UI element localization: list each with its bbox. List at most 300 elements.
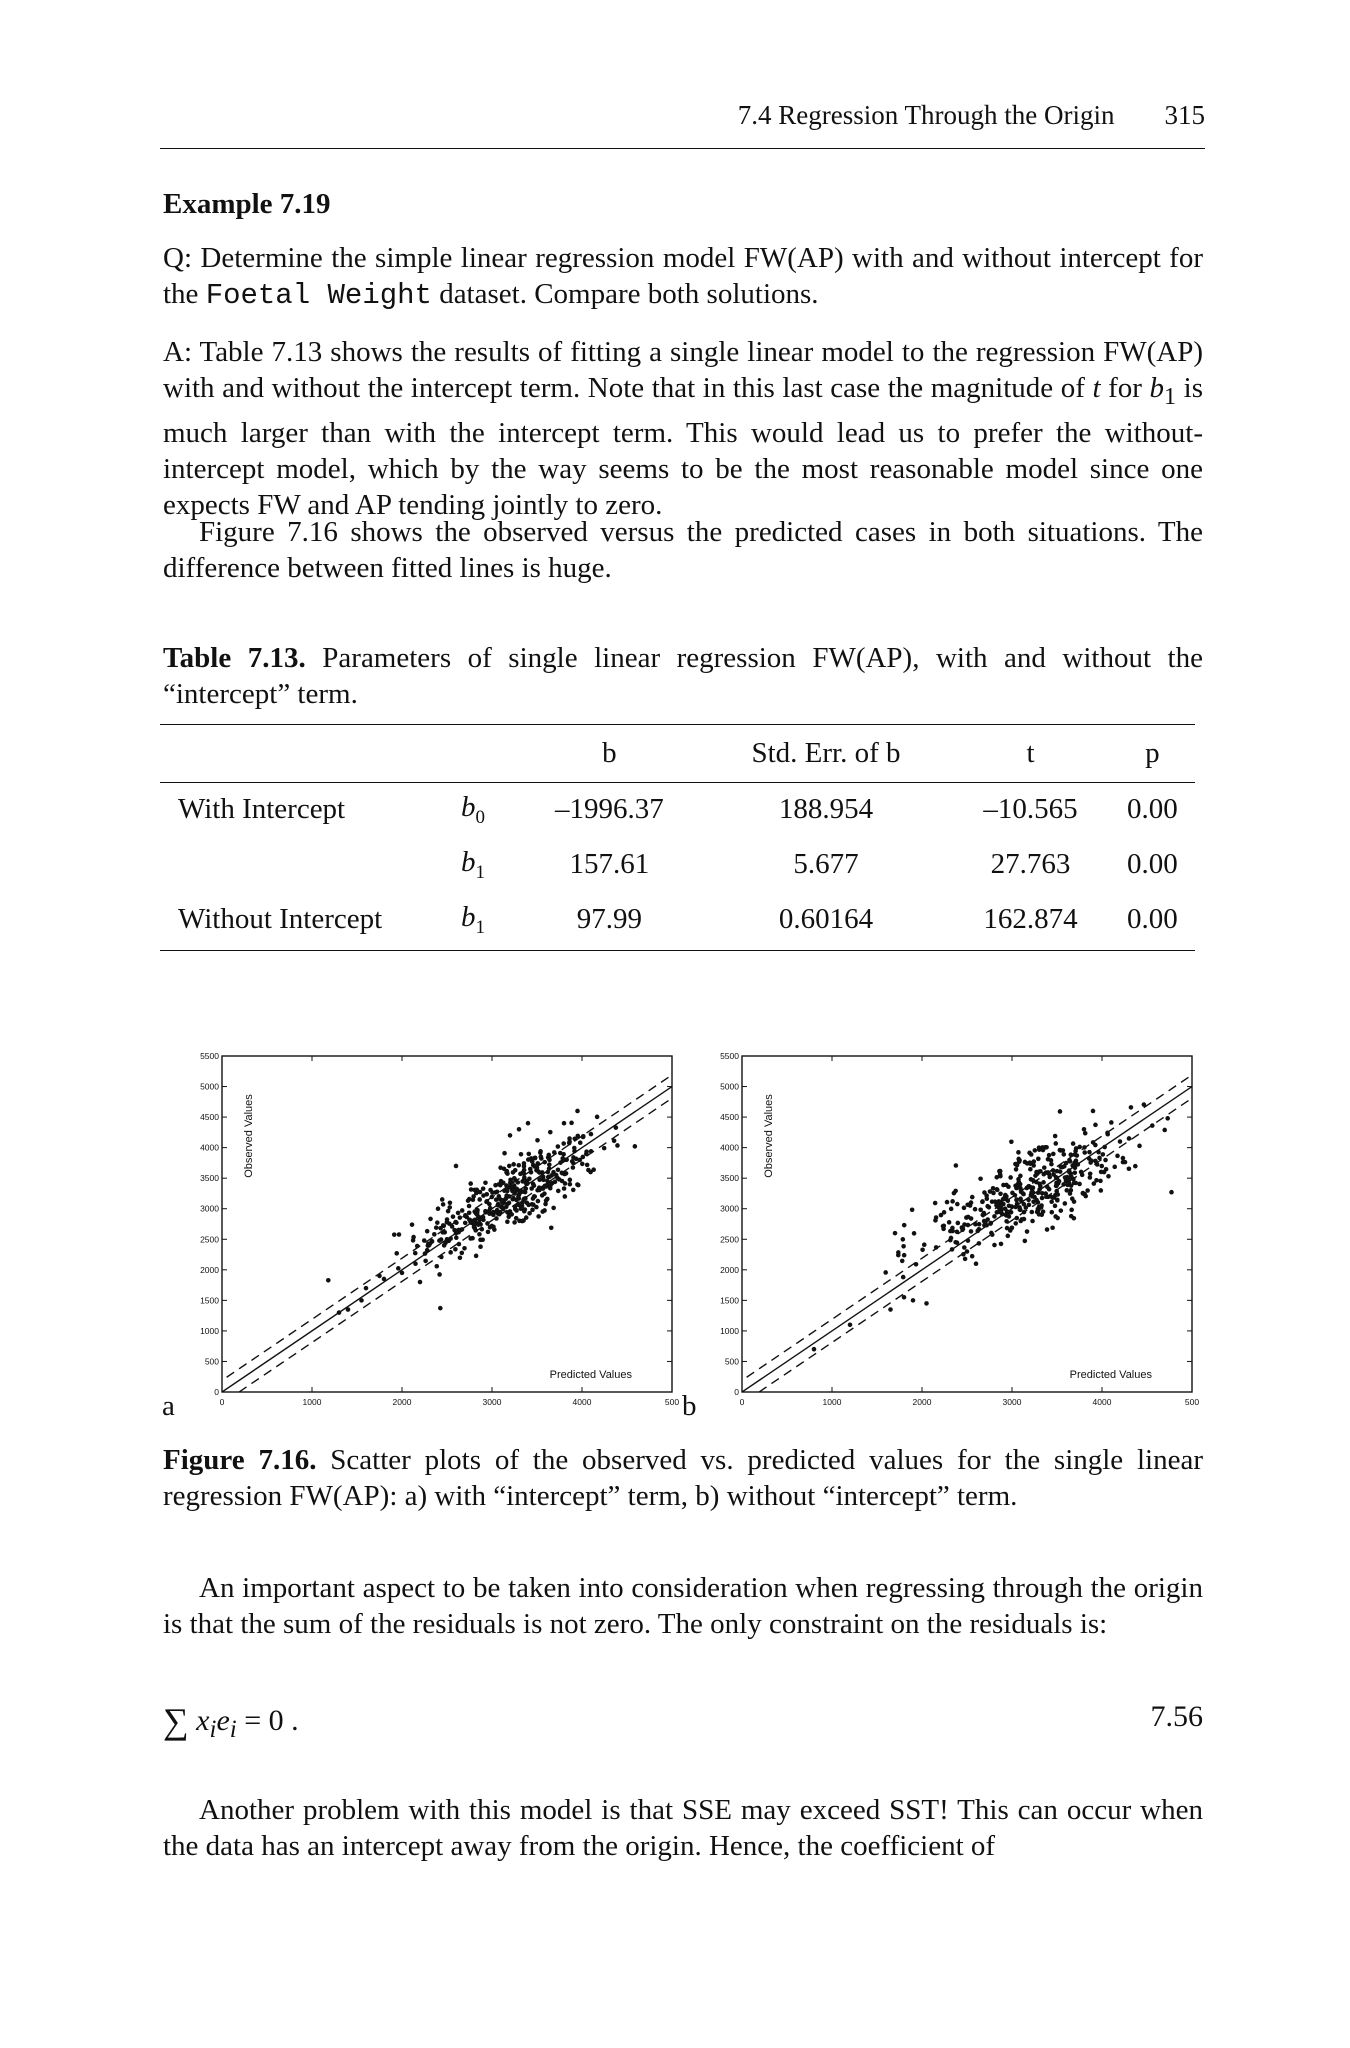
data-point (998, 1191, 1003, 1196)
data-point (1073, 1170, 1078, 1175)
data-point (1033, 1148, 1038, 1153)
data-point (1080, 1173, 1085, 1178)
data-point (528, 1167, 533, 1172)
x-tick-label: 2000 (392, 1397, 412, 1407)
data-point (546, 1175, 551, 1180)
data-point (539, 1154, 544, 1159)
data-point (542, 1208, 547, 1213)
data-point (397, 1232, 402, 1237)
data-point (510, 1189, 515, 1194)
data-point (382, 1277, 387, 1282)
data-point (902, 1295, 907, 1300)
data-point (975, 1229, 980, 1234)
data-point (441, 1230, 446, 1235)
data-point (1015, 1162, 1020, 1167)
data-point (970, 1195, 975, 1200)
data-point (1041, 1148, 1046, 1153)
data-point (1063, 1201, 1068, 1206)
data-point (977, 1241, 982, 1246)
data-point (1006, 1198, 1011, 1203)
data-point (1088, 1175, 1093, 1180)
data-point (1018, 1196, 1023, 1201)
data-point (484, 1192, 489, 1197)
data-point (584, 1152, 589, 1157)
data-point (560, 1156, 565, 1161)
data-point (1102, 1145, 1107, 1150)
data-point (1127, 1166, 1132, 1171)
y-tick-label: 3000 (200, 1203, 219, 1214)
data-point (1023, 1239, 1028, 1244)
data-point (1097, 1156, 1102, 1161)
row-t: –10.565 (983, 793, 1078, 825)
row-se: 0.60164 (778, 903, 874, 935)
eq-e: e (216, 1704, 230, 1737)
row-b: 157.61 (569, 848, 650, 880)
example-answer (163, 334, 1203, 523)
data-point (485, 1221, 490, 1226)
data-point (1018, 1174, 1023, 1179)
data-point (1073, 1181, 1078, 1186)
data-point (359, 1298, 364, 1303)
data-point (999, 1204, 1004, 1209)
data-point (439, 1255, 444, 1260)
data-point (956, 1221, 961, 1226)
data-point (448, 1250, 453, 1255)
y-tick-label: 500 (204, 1356, 219, 1367)
data-point (413, 1251, 418, 1256)
data-point (437, 1272, 442, 1277)
data-point (1016, 1182, 1021, 1187)
data-point (1030, 1210, 1035, 1215)
data-point (1036, 1208, 1041, 1213)
data-point (902, 1223, 907, 1228)
figure-caption-label: Figure 7.16. (163, 1444, 317, 1476)
data-point (914, 1262, 919, 1267)
data-point (538, 1149, 543, 1154)
x-tick-label: 2000 (912, 1397, 932, 1407)
data-point (1046, 1170, 1051, 1175)
data-point (536, 1169, 541, 1174)
data-point (954, 1163, 959, 1168)
data-point (950, 1247, 955, 1252)
answer-t-symbol: t (1092, 372, 1101, 404)
data-point (1082, 1127, 1087, 1132)
data-point (427, 1243, 432, 1248)
data-point (965, 1249, 970, 1254)
data-point (974, 1261, 979, 1266)
data-point (489, 1195, 494, 1200)
data-point (364, 1286, 369, 1291)
data-point (1070, 1196, 1075, 1201)
data-point (901, 1244, 906, 1249)
data-point (1008, 1175, 1013, 1180)
data-point (415, 1244, 420, 1249)
data-point (1037, 1212, 1042, 1217)
y-axis-label: Observed Values (243, 1094, 255, 1178)
data-point (326, 1278, 331, 1283)
data-point (1043, 1191, 1048, 1196)
data-point (567, 1140, 572, 1145)
data-point (1109, 1120, 1114, 1125)
data-point (522, 1196, 527, 1201)
figure-caption (163, 1442, 1203, 1514)
data-point (478, 1222, 483, 1227)
data-point (508, 1133, 513, 1138)
data-point (1022, 1210, 1027, 1215)
data-point (523, 1186, 528, 1191)
data-point (980, 1200, 985, 1205)
data-point (454, 1164, 459, 1169)
data-point (1013, 1221, 1018, 1226)
data-point (947, 1220, 952, 1225)
data-point (446, 1209, 451, 1214)
data-point (529, 1186, 534, 1191)
data-point (569, 1121, 574, 1126)
data-point (505, 1202, 510, 1207)
data-point (534, 1205, 539, 1210)
data-point (1099, 1188, 1104, 1193)
running-head (160, 100, 1205, 140)
data-point (561, 1152, 566, 1157)
data-point (1106, 1174, 1111, 1179)
data-point (447, 1221, 452, 1226)
data-point (1054, 1189, 1059, 1194)
row-se: 188.954 (778, 793, 874, 825)
y-tick-label: 1000 (720, 1325, 739, 1336)
data-point (985, 1204, 990, 1209)
data-point (481, 1186, 486, 1191)
x-tick-label: 3000 (1002, 1397, 1022, 1407)
data-point (961, 1226, 966, 1231)
y-tick-label: 4500 (720, 1112, 739, 1123)
data-point (1004, 1219, 1009, 1224)
data-point (1150, 1123, 1155, 1128)
data-point (1112, 1165, 1117, 1170)
scatter-panel-b (690, 1040, 1210, 1420)
y-tick-label: 3500 (200, 1173, 219, 1184)
x-tick-label: 3000 (482, 1397, 502, 1407)
header-cell (160, 724, 428, 782)
eq-x-sub: i (209, 1716, 217, 1743)
data-point (966, 1223, 971, 1228)
data-point (883, 1270, 888, 1275)
data-point (1037, 1145, 1042, 1150)
data-point (1049, 1210, 1054, 1215)
y-tick-label: 2500 (720, 1234, 739, 1245)
data-point (540, 1193, 545, 1198)
data-point (1085, 1188, 1090, 1193)
data-point (574, 1157, 579, 1162)
body-paragraph-1: An important aspect to be taken into consideration when regressing through the origin is that the sum of the residuals is not zero. The only constraint on the residuals is: (163, 1572, 1203, 1640)
x-tick-label: 1000 (822, 1397, 842, 1407)
data-point (346, 1307, 351, 1312)
data-point (1034, 1180, 1039, 1185)
data-point (911, 1298, 916, 1303)
data-point (560, 1179, 565, 1184)
data-point (456, 1211, 461, 1216)
data-point (448, 1200, 453, 1205)
data-point (1133, 1164, 1138, 1169)
data-point (578, 1140, 583, 1145)
data-point (1069, 1208, 1074, 1213)
data-point (477, 1232, 482, 1237)
data-point (1053, 1141, 1058, 1146)
data-point (487, 1209, 492, 1214)
data-point (1036, 1157, 1041, 1162)
panel-letter-a: a (162, 1390, 175, 1422)
header-t: t (1026, 736, 1035, 769)
data-point (547, 1162, 552, 1167)
data-point (589, 1149, 594, 1154)
data-point (540, 1175, 545, 1180)
x-axis-label: Predicted Values (1069, 1369, 1152, 1381)
y-tick-label: 4500 (200, 1112, 219, 1123)
data-point (1009, 1139, 1014, 1144)
data-point (1091, 1109, 1096, 1114)
data-point (1142, 1102, 1147, 1107)
data-point (435, 1220, 440, 1225)
data-point (1068, 1191, 1073, 1196)
data-point (1016, 1150, 1021, 1155)
data-point (425, 1229, 430, 1234)
data-point (995, 1187, 1000, 1192)
data-point (1041, 1180, 1046, 1185)
data-point (463, 1214, 468, 1219)
table-bottom-rule (160, 950, 1195, 951)
equation-number: 7.56 (1150, 1700, 1203, 1733)
data-point (997, 1209, 1002, 1214)
data-point (1049, 1199, 1054, 1204)
data-point (478, 1244, 483, 1249)
y-tick-label: 0 (214, 1387, 219, 1397)
data-point (512, 1220, 517, 1225)
data-point (1006, 1184, 1011, 1189)
data-point (477, 1197, 482, 1202)
data-point (1053, 1214, 1058, 1219)
data-point (532, 1164, 537, 1169)
data-point (1091, 1140, 1096, 1145)
table-caption-label: Table 7.13. (163, 642, 306, 674)
data-point (1033, 1173, 1038, 1178)
data-point (514, 1208, 519, 1213)
data-point (1020, 1217, 1025, 1222)
data-point (524, 1215, 529, 1220)
table-row (160, 837, 1195, 892)
x-tick-label: 0 (739, 1397, 745, 1407)
data-point (1099, 1164, 1104, 1169)
data-point (1041, 1209, 1046, 1214)
data-point (848, 1323, 853, 1328)
data-point (472, 1225, 477, 1230)
data-point (396, 1266, 401, 1271)
data-point (494, 1197, 499, 1202)
y-tick-label: 3000 (720, 1203, 739, 1214)
table-caption (163, 640, 1203, 712)
y-tick-label: 4000 (200, 1142, 219, 1153)
data-point (530, 1202, 535, 1207)
data-point (463, 1221, 468, 1226)
x-tick-label: 500 (1184, 1397, 1200, 1407)
y-tick-label: 3500 (720, 1173, 739, 1184)
y-tick-label: 5000 (720, 1081, 739, 1092)
data-point (532, 1194, 537, 1199)
data-point (1129, 1105, 1134, 1110)
data-point (483, 1180, 488, 1185)
data-point (1026, 1198, 1031, 1203)
data-point (521, 1179, 526, 1184)
data-point (1027, 1151, 1032, 1156)
data-point (1093, 1123, 1098, 1128)
data-point (494, 1216, 499, 1221)
data-point (812, 1347, 817, 1352)
data-point (1098, 1179, 1103, 1184)
data-point (505, 1189, 510, 1194)
data-point (441, 1202, 446, 1207)
data-point (459, 1251, 464, 1256)
y-tick-label: 2000 (200, 1264, 219, 1275)
data-point (1067, 1181, 1072, 1186)
row-coef: $b_1$ (461, 900, 485, 938)
data-point (1014, 1186, 1019, 1191)
data-point (978, 1207, 983, 1212)
answer-b1-sub: 1 (1164, 382, 1177, 410)
data-point (453, 1247, 458, 1252)
data-point (549, 1226, 554, 1231)
data-point (516, 1163, 521, 1168)
data-point (516, 1202, 521, 1207)
data-point (966, 1238, 971, 1243)
data-point (467, 1197, 472, 1202)
data-point (1103, 1158, 1108, 1163)
header-stderr: Std. Err. of b (751, 736, 901, 769)
data-point (948, 1229, 953, 1234)
data-point (575, 1109, 580, 1114)
data-point (581, 1135, 586, 1140)
data-point (1022, 1202, 1027, 1207)
data-point (990, 1199, 995, 1204)
table-header-row (160, 724, 1195, 782)
row-b: –1996.37 (555, 793, 664, 825)
scatter-chart-b (690, 1040, 1210, 1420)
data-point (488, 1188, 493, 1193)
data-point (970, 1254, 975, 1259)
y-axis-label: Observed Values (763, 1094, 775, 1178)
data-point (953, 1189, 958, 1194)
data-point (963, 1257, 968, 1262)
data-point (614, 1125, 619, 1130)
y-tick-label: 5500 (200, 1051, 219, 1061)
data-point (934, 1245, 939, 1250)
data-point (1067, 1170, 1072, 1175)
data-point (526, 1157, 531, 1162)
y-tick-label: 1500 (200, 1295, 219, 1306)
data-point (962, 1245, 967, 1250)
data-point (513, 1168, 518, 1173)
data-point (564, 1158, 569, 1163)
data-point (901, 1275, 906, 1280)
data-point (1101, 1152, 1106, 1157)
data-point (1037, 1169, 1042, 1174)
data-point (547, 1166, 552, 1171)
data-point (524, 1201, 529, 1206)
data-point (977, 1222, 982, 1227)
data-point (1089, 1158, 1094, 1163)
data-point (1127, 1136, 1132, 1141)
data-point (1061, 1152, 1066, 1157)
data-point (544, 1198, 549, 1203)
data-point (1095, 1162, 1100, 1167)
data-point (955, 1202, 960, 1207)
data-point (1036, 1200, 1041, 1205)
data-point (436, 1206, 441, 1211)
x-tick-label: 4000 (1092, 1397, 1112, 1407)
data-point (556, 1144, 561, 1149)
example-title: Example 7.19 (163, 188, 331, 220)
data-point (1082, 1150, 1087, 1155)
data-point (978, 1176, 983, 1181)
data-point (518, 1188, 523, 1193)
data-point (1054, 1175, 1059, 1180)
y-tick-label: 5500 (720, 1051, 739, 1061)
data-point (377, 1274, 382, 1279)
data-point (955, 1230, 960, 1235)
row-label: With Intercept (178, 793, 346, 825)
data-point (516, 1194, 521, 1199)
data-point (440, 1197, 445, 1202)
y-tick-label: 500 (724, 1356, 739, 1367)
data-point (1059, 1208, 1064, 1213)
data-point (535, 1188, 540, 1193)
data-point (585, 1163, 590, 1168)
data-point (422, 1238, 427, 1243)
data-point (924, 1301, 929, 1306)
data-point (982, 1190, 987, 1195)
data-point (893, 1231, 898, 1236)
data-point (563, 1194, 568, 1199)
data-point (1169, 1190, 1174, 1195)
data-point (920, 1247, 925, 1252)
row-coef: $b_0$ (461, 790, 485, 828)
data-point (467, 1204, 472, 1209)
data-point (962, 1206, 967, 1211)
data-point (1115, 1154, 1120, 1159)
data-point (474, 1254, 479, 1259)
data-point (1047, 1153, 1052, 1158)
data-point (571, 1188, 576, 1193)
data-point (1042, 1165, 1047, 1170)
data-point (1096, 1150, 1101, 1155)
data-point (551, 1206, 556, 1211)
data-point (476, 1216, 481, 1221)
data-point (392, 1232, 397, 1237)
data-point (502, 1151, 507, 1156)
data-point (949, 1207, 954, 1212)
data-point (510, 1197, 515, 1202)
data-point (480, 1227, 485, 1232)
data-point (1074, 1158, 1079, 1163)
data-point (469, 1187, 474, 1192)
data-point (504, 1170, 509, 1175)
data-point (990, 1232, 995, 1237)
data-point (394, 1251, 399, 1256)
data-point (522, 1175, 527, 1180)
y-tick-label: 2000 (720, 1264, 739, 1275)
data-point (1077, 1145, 1082, 1150)
data-point (989, 1221, 994, 1226)
data-point (1038, 1184, 1043, 1189)
data-point (505, 1185, 510, 1190)
data-point (484, 1200, 489, 1205)
